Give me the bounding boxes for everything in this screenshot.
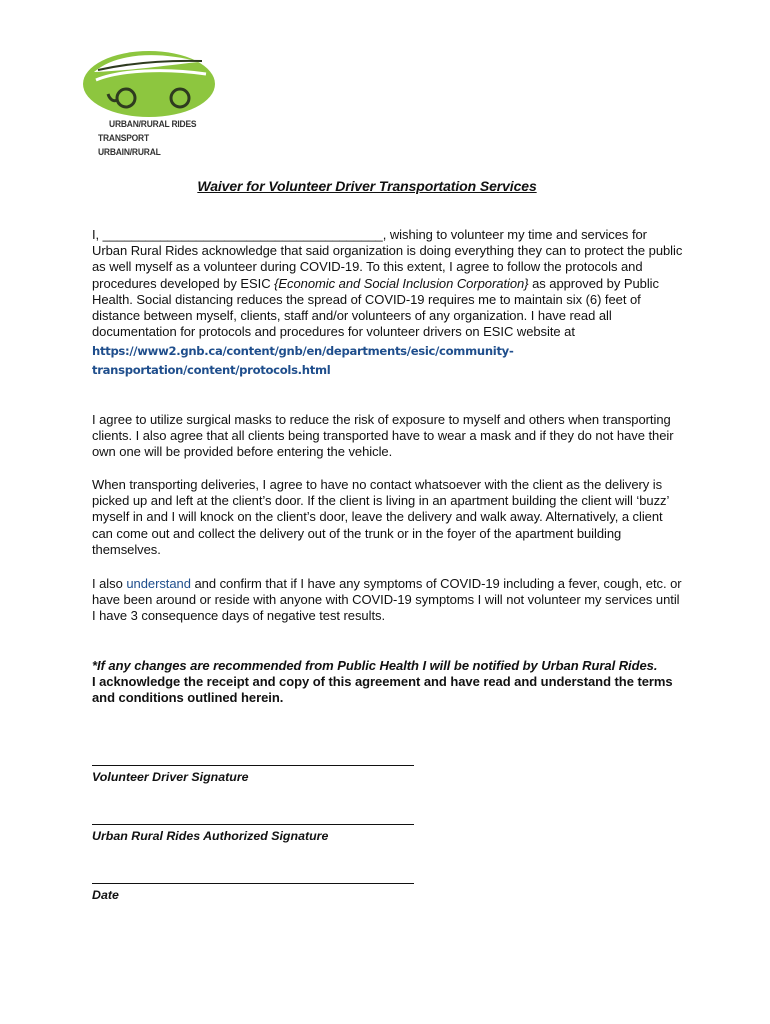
acknowledgement-notice — [92, 658, 684, 707]
understand-highlight: understand — [126, 576, 191, 591]
date-line[interactable] — [92, 883, 414, 884]
date-block — [92, 883, 422, 902]
intro-paragraph — [92, 227, 684, 380]
acknowledgement-statement: I acknowledge the receipt and copy of this agreement and have read and understand the terms and conditions outlined herein. — [92, 674, 673, 706]
intro-tail-text: as approved by Public Health. Social distancing reduces the spread of COVID-19 requires me to maintain six (6) feet of distance between myself, clients, staff and/or volunteers of any organization. I have read all documentation for protocols and procedures for volunteer drivers on ESIC website at — [92, 275, 659, 340]
authorized-signature-line[interactable] — [92, 824, 414, 825]
logo-wordmark — [98, 117, 208, 159]
volunteer-signature-block — [92, 765, 422, 784]
public-health-notice: *If any changes are recommended from Public Health I will be notified by Urban Rural Rides. — [92, 658, 658, 673]
intro-lead-text: I, _______________________________________, wishing to volunteer my time and services for Urban Rural Rides acknowledge that said organization is doing everything they can to protect the public as well myself as a volunteer during COVID-19. To this extent, I agree to follow the protocols and procedures developed by ESIC — [92, 227, 683, 291]
symptoms-tail-text: and confirm that if I have any symptoms of COVID-19 including a fever, cough, etc. or have been around or reside with anyone with COVID-19 symptoms I will not volunteer my services until I have 3 consequence days of negative test results. — [92, 576, 682, 624]
volunteer-signature-line[interactable] — [92, 765, 414, 766]
symptoms-lead-text: I also — [92, 576, 127, 591]
document-title: Waiver for Volunteer Driver Transportation Services — [197, 178, 537, 194]
logo-line-1: URBAN/RURAL RIDES — [109, 119, 197, 129]
delivery-paragraph: When transporting deliveries, I agree to have no contact whatsoever with the client as the delivery is picked up and left at the client’s door. If the client is living in an apartment building the client will ‘buzz’ myself in and I will knock on the client’s door, leave the delivery and walk away. Alternatively, a client can come out and collect the delivery out of the trunk or in the foyer of the apartment building themselves. — [92, 477, 669, 557]
volunteer-signature-label: Volunteer Driver Signature — [92, 770, 249, 784]
authorized-signature-label: Urban Rural Rides Authorized Signature — [92, 829, 329, 843]
authorized-signature-block — [92, 824, 422, 843]
esic-full-name: {Economic and Social Inclusion Corporation} — [274, 275, 529, 291]
date-label: Date — [92, 888, 119, 902]
logo-line-2: TRANSPORT URBAIN/RURAL — [98, 133, 161, 157]
symptoms-paragraph — [92, 576, 684, 625]
mask-paragraph: I agree to utilize surgical masks to reduce the risk of exposure to myself and others when transporting clients. I also agree that all clients being transported have to wear a mask and if they do not have their own one will be provided before entering the vehicle. — [92, 412, 674, 460]
esic-protocols-link[interactable]: https://www2.gnb.ca/content/gnb/en/departments/esic/community-transportation/content/protocols.html — [92, 344, 514, 378]
